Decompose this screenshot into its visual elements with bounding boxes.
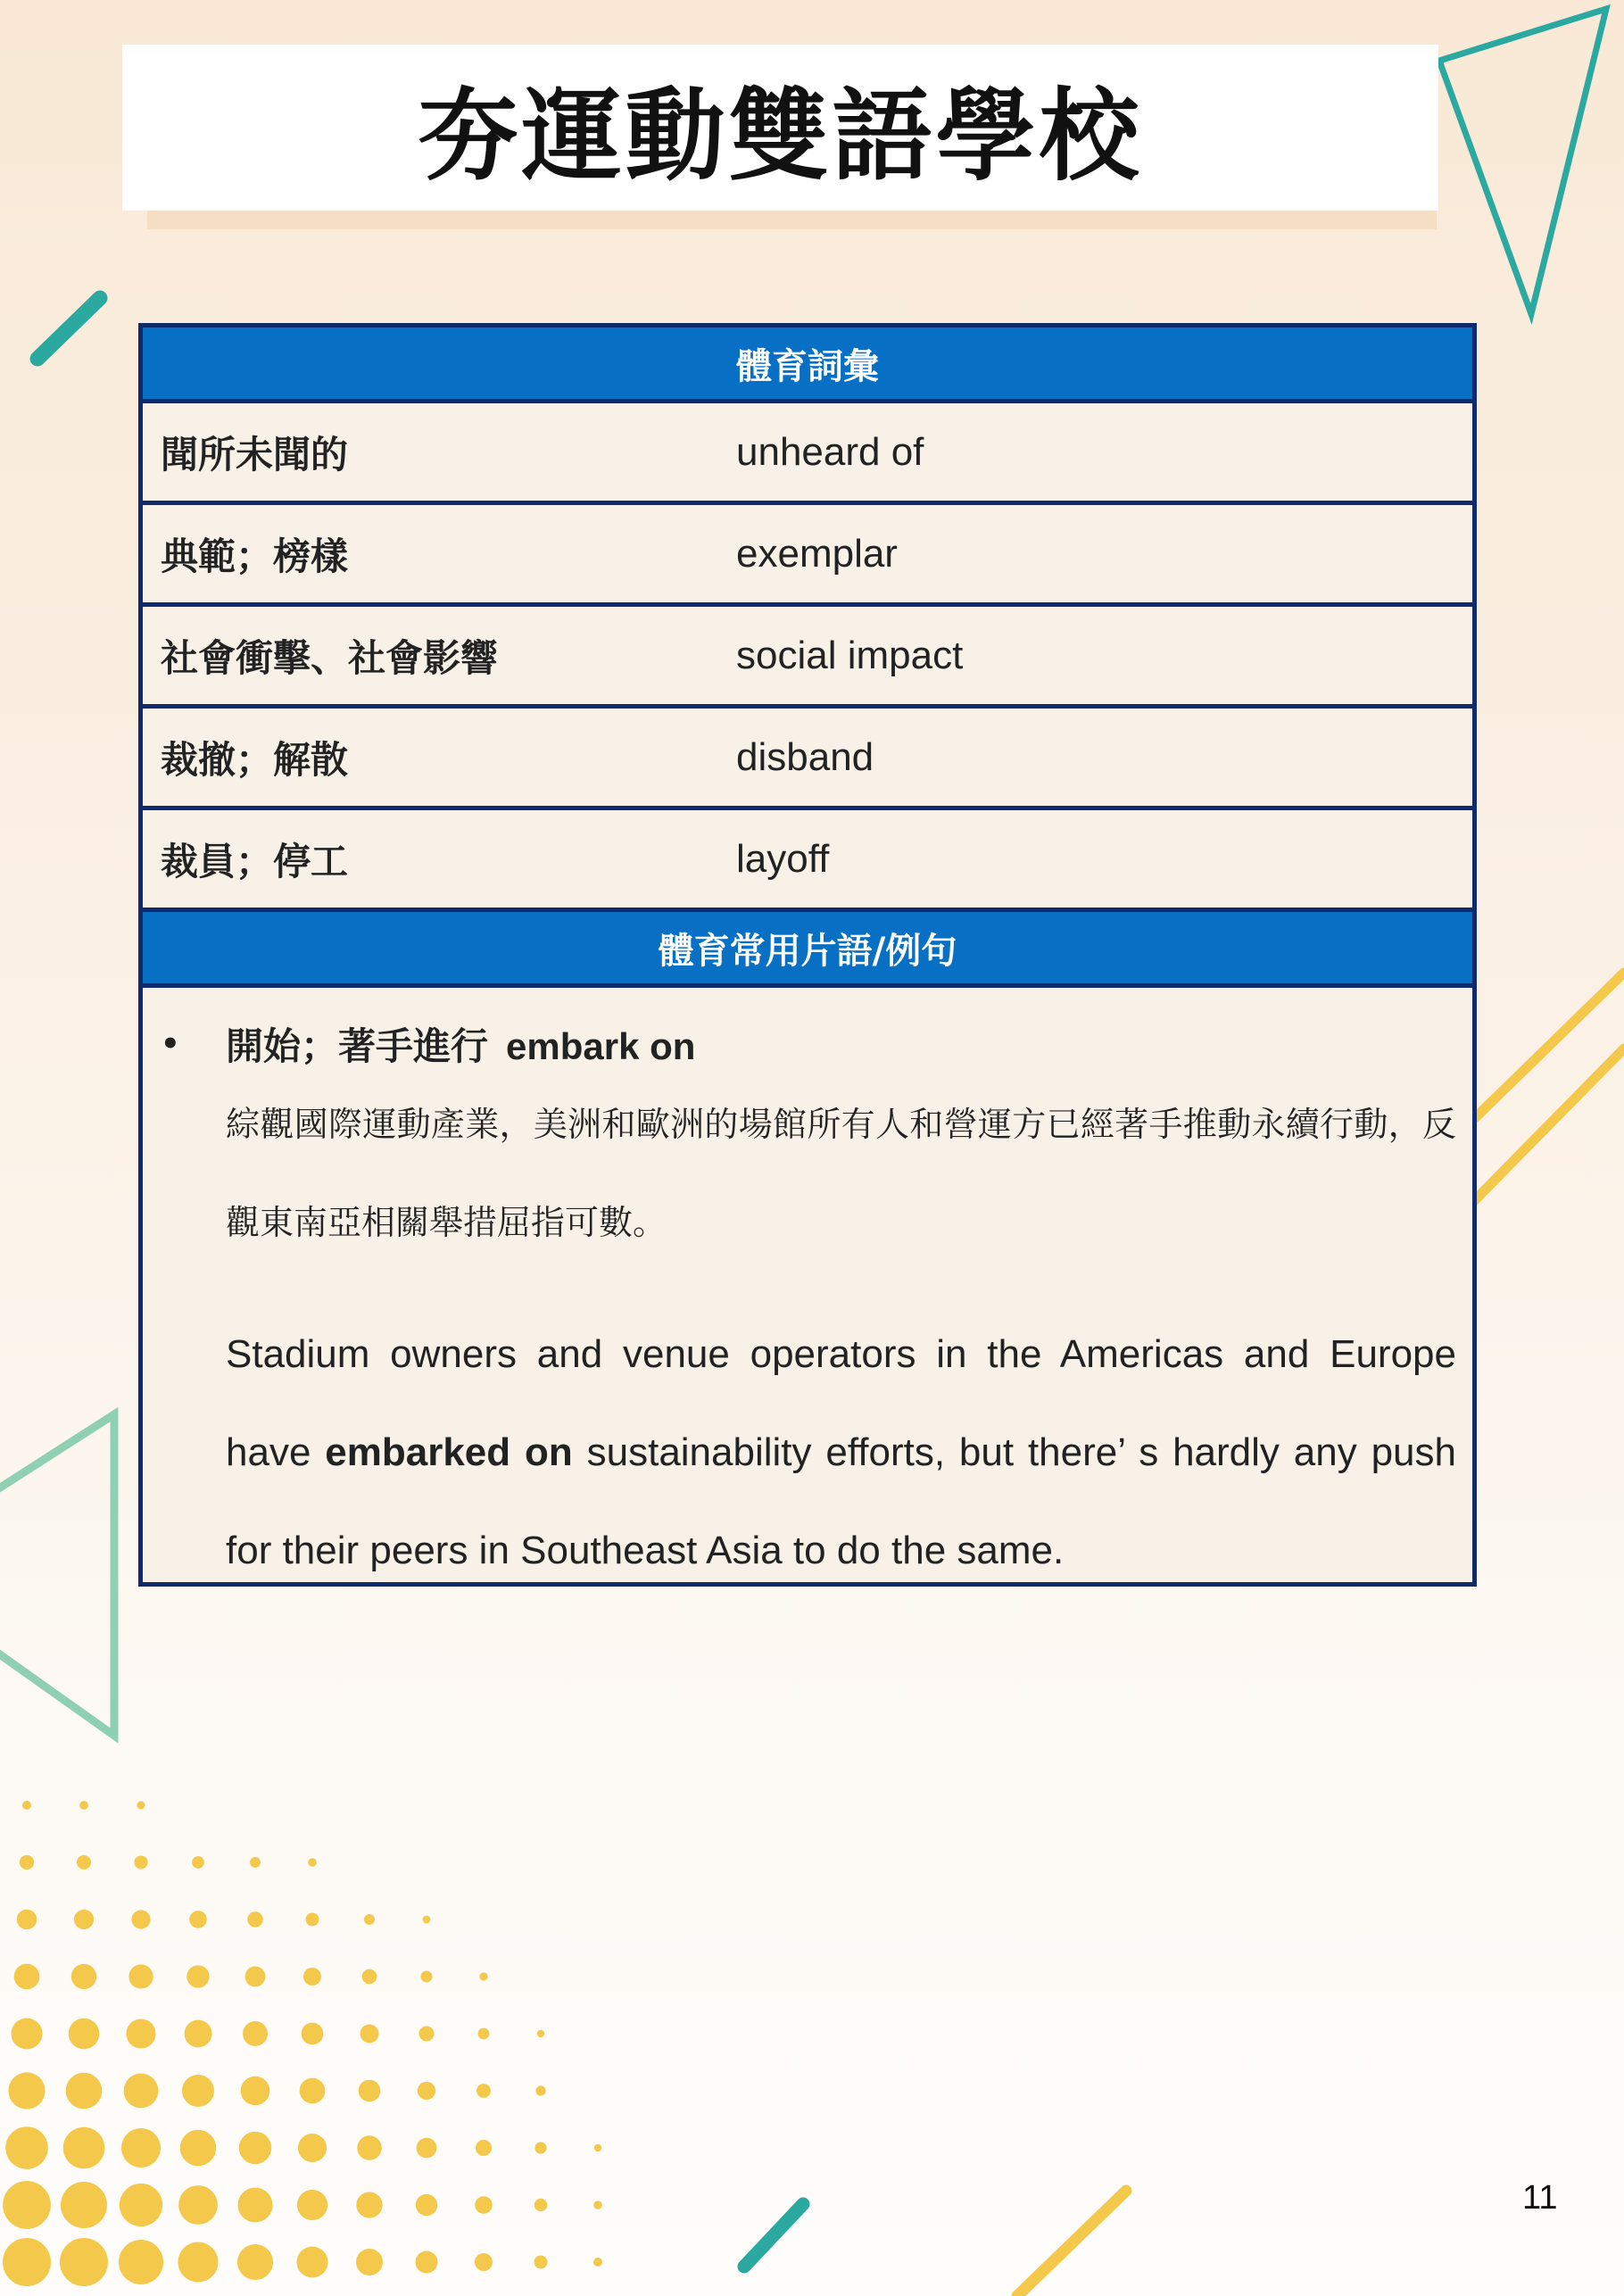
halftone-dot [418,2082,435,2100]
halftone-dot [60,2238,108,2286]
halftone-dot [245,1967,266,1987]
phrase-item [143,988,1472,1600]
halftone-dot [20,1855,34,1869]
halftone-dot [417,2138,437,2159]
halftone-dot [63,2127,105,2169]
halftone-dot [131,1910,150,1928]
halftone-dot [306,1913,319,1927]
halftone-dot [250,1857,261,1868]
halftone-dot [5,2126,48,2169]
halftone-dot [297,2247,328,2278]
halftone-dot [124,2074,159,2109]
halftone-dot [475,2253,493,2271]
halftone-dot [241,2076,270,2106]
halftone-dot [419,2027,435,2042]
halftone-dot [357,2135,382,2160]
vocab-en: disband [736,734,874,779]
phrases-header: 體育常用片語/例句 [143,912,1472,988]
halftone-dot [537,2030,545,2038]
vocab-zh: 社會衝擊、社會影響 [161,635,499,680]
halftone-dot [362,1969,377,1985]
halftone-dot [66,2073,103,2110]
halftone-dot [359,2080,381,2102]
halftone-dot [134,1855,147,1869]
halftone-dot [8,2072,45,2109]
halftone-dot [77,1855,91,1869]
halftone-dot [356,2192,382,2217]
halftone-dot [178,2242,219,2283]
halftone-dot [300,2078,326,2104]
halftone-dot [364,1914,375,1925]
halftone-dot [126,2018,155,2048]
halftone-dot [416,2251,438,2274]
halftone-dot [297,2190,327,2220]
vocab-row [143,403,1472,505]
vocab-zh: 典範；榜樣 [161,534,349,578]
halftone-dot [180,2130,216,2166]
halftone-dot [178,2185,218,2225]
halftone-dot [74,1910,94,1929]
halftone-dot [71,1964,96,1989]
yellow-line [1017,2191,1126,2296]
halftone-dot [298,2134,327,2162]
example-en-highlight: embarked on [325,1430,573,1474]
example-en: Stadium owners and venue operators in the Americas and Europe have embarked on sustainability efforts, but there’ s hardly any push for their peers in Southeast Asia to do the same. [226,1332,1456,1572]
vocab-en: exemplar [736,531,898,576]
vocab-en: social impact [736,633,964,677]
page-title: 夯運動雙語學校 [418,78,1143,195]
halftone-dot [61,2182,107,2228]
vocab-row [143,810,1472,912]
halftone-dot [476,2140,492,2156]
vocab-row [143,505,1472,607]
vocab-row [143,709,1472,810]
teal-triangle-outline [1439,9,1606,314]
halftone-dot [416,2194,437,2216]
halftone-dot [239,2132,271,2164]
halftone-dot [478,2028,490,2040]
yellow-halftone-dots [3,1801,602,2286]
vocab-row [143,607,1472,709]
halftone-dot [182,2075,214,2107]
halftone-dot [356,2249,383,2275]
vocab-zh: 聞所未聞的 [161,432,349,477]
halftone-dot [479,1972,487,1980]
halftone-dot [594,2144,601,2151]
halftone-dot [420,1970,432,1982]
halftone-dot [237,2187,272,2222]
halftone-dot [79,1801,88,1810]
halftone-dot [119,2240,163,2284]
vocab-en: layoff [736,836,830,881]
halftone-dot [302,2023,324,2045]
halftone-dot [14,1964,40,1990]
halftone-dot [22,1801,31,1810]
halftone-dot [247,1911,263,1927]
phrase-term-en: embark on [506,1025,696,1067]
halftone-dot [120,2184,162,2226]
halftone-dot [476,2084,491,2098]
halftone-dot [185,2020,212,2048]
halftone-dot [308,1858,317,1867]
halftone-dot [137,1801,145,1809]
yellow-line [1460,1049,1624,1215]
example-zh: 綜觀國際運動產業，美洲和歐洲的場館所有人和營運方已經著手推動永續行動，反觀東南亞相關舉措屈指可數。 [226,1105,1456,1242]
halftone-dot [475,2196,493,2214]
vocab-zh: 裁員；停工 [161,839,349,883]
page-number: 11 [1522,2179,1558,2217]
vocabulary-card [138,323,1477,1587]
halftone-dot [17,1910,37,1930]
halftone-dot [121,2128,161,2168]
title-banner [122,45,1438,211]
mint-triangle-outline [0,1414,114,1736]
halftone-dot [12,2018,43,2050]
halftone-dot [243,2021,268,2046]
vocab-header: 體育詞彙 [143,327,1472,403]
teal-dash [37,298,100,359]
halftone-dot [189,1911,207,1928]
halftone-dot [423,1916,431,1924]
vocab-zh: 裁撤；解散 [161,737,349,782]
halftone-dot [303,1968,321,1985]
halftone-dot [128,1964,153,1988]
phrase-term [143,1013,1456,1075]
halftone-dot [535,2085,545,2095]
halftone-dot [237,2244,273,2280]
halftone-dot [593,2258,602,2267]
halftone-dot [192,1856,204,1869]
vocab-en: unheard of [736,429,924,474]
halftone-dot [186,1965,209,1987]
halftone-dot [69,2018,100,2050]
phrase-term-zh: 開始；著手進行 [226,1024,489,1068]
teal-dash [744,2204,803,2267]
halftone-dot [593,2201,602,2209]
halftone-dot [534,2199,548,2212]
halftone-dot [3,2181,51,2229]
halftone-dot [534,2142,546,2153]
halftone-dot [360,2025,379,2043]
halftone-dot [3,2238,51,2286]
bullet-icon: • [161,1026,180,1062]
halftone-dot [534,2256,548,2269]
